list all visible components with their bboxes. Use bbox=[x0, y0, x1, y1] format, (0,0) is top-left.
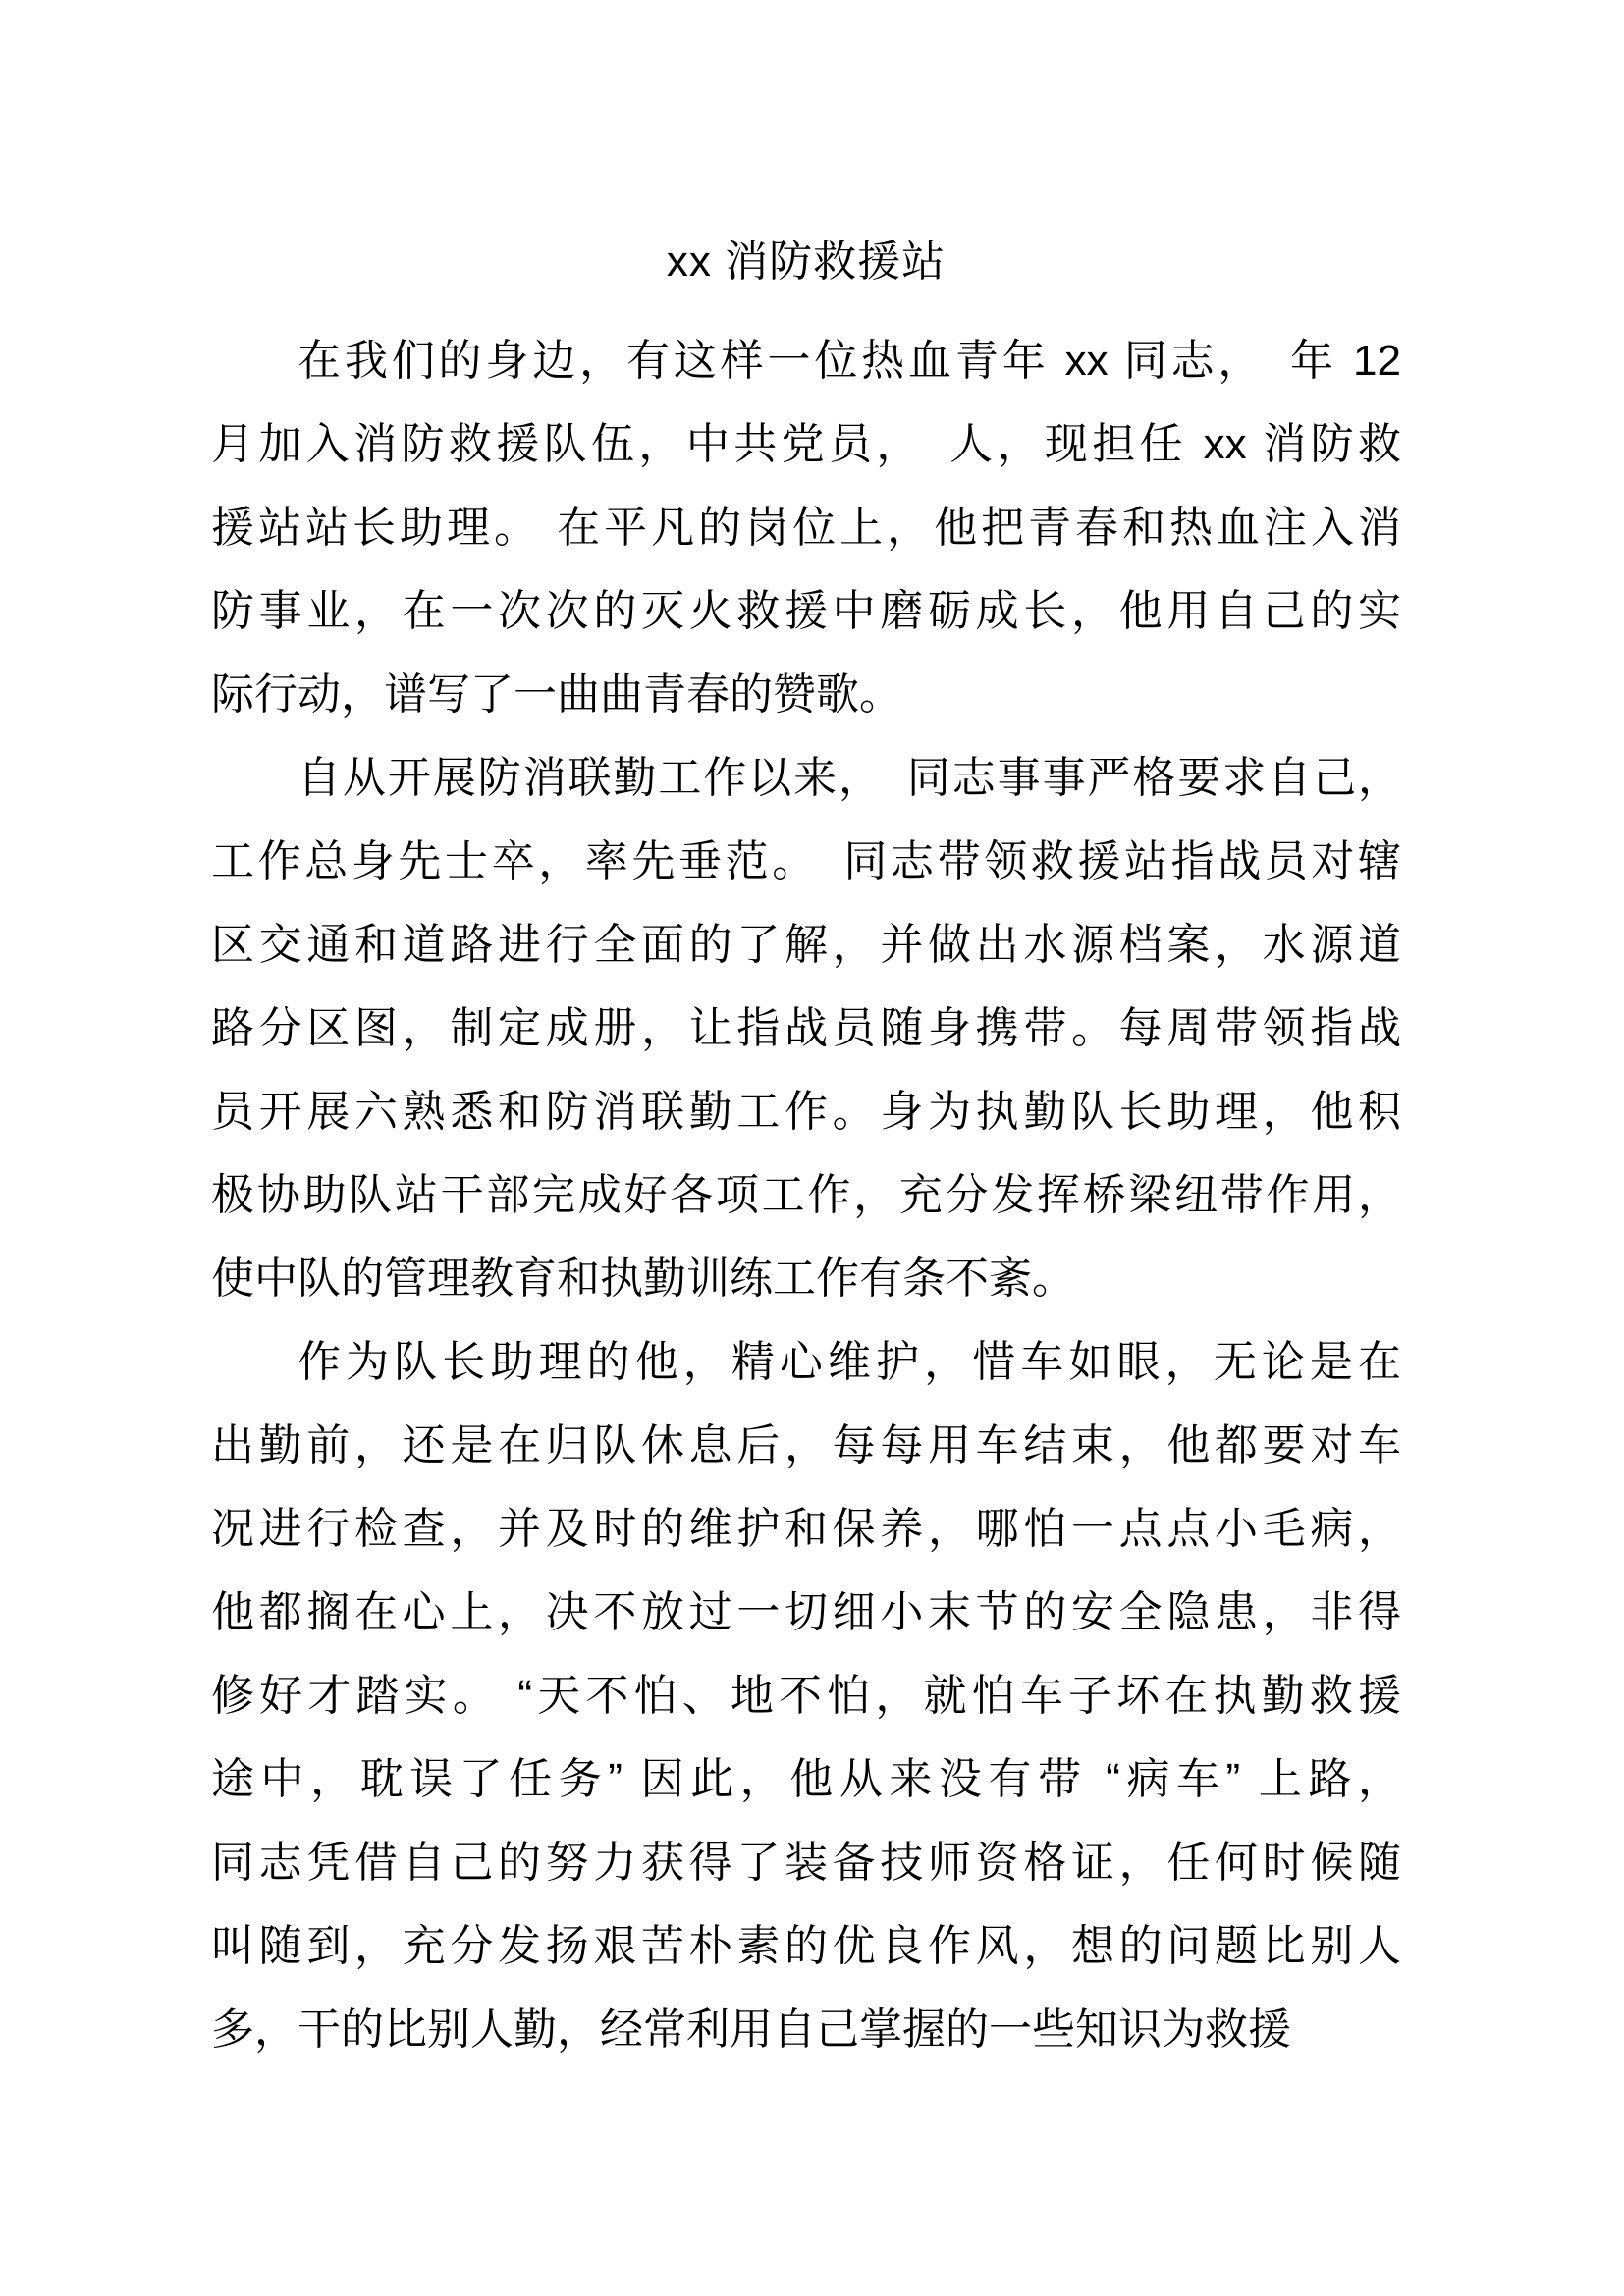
text-line: 际行动，谱写了一曲曲青春的赞歌。 bbox=[211, 670, 902, 719]
text-line: 月加入消防救援队伍，中共党员， 人，现担任 xx 消防救 bbox=[211, 420, 1401, 468]
paragraph bbox=[211, 1320, 1401, 2071]
text-line: 工作总身先士卒，率先垂范。 同志带领救援站指战员对辖 bbox=[211, 837, 1401, 885]
text-line: 同志凭借自己的努力获得了装备技师资格证，任何时候随 bbox=[211, 1839, 1401, 1887]
document-body bbox=[211, 319, 1401, 2071]
text-line: 员开展六熟悉和防消联勤工作。身为执勤队长助理，他积 bbox=[211, 1088, 1401, 1136]
text-line: 区交通和道路进行全面的了解，并做出水源档案，水源道 bbox=[211, 921, 1401, 969]
text-line: 他都搁在心上，决不放过一切细小末节的安全隐患，非得 bbox=[211, 1588, 1401, 1636]
text-line: 援站站长助理。 在平凡的岗位上，他把青春和热血注入消 bbox=[211, 504, 1401, 552]
document-content bbox=[211, 220, 1401, 2071]
text-line: 极协助队站干部完成好各项工作，充分发挥桥梁纽带作用， bbox=[211, 1171, 1401, 1219]
document-title: xx 消防救援站 bbox=[666, 238, 947, 286]
text-line: 防事业，在一次次的灭火救援中磨砺成长，他用自己的实 bbox=[211, 587, 1401, 635]
text-line: 路分区图，制定成册，让指战员随身携带。每周带领指战 bbox=[211, 1004, 1401, 1052]
text-line: 修好才踏实。 “天不怕、地不怕，就怕车子坏在执勤救援 bbox=[211, 1672, 1401, 1720]
text-line: 多，干的比别人勤，经常利用自己掌握的一些知识为救援 bbox=[211, 2005, 1291, 2054]
text-line: 叫随到，充分发扬艰苦朴素的优良作风，想的问题比别人 bbox=[211, 1922, 1401, 1970]
paragraph bbox=[211, 319, 1401, 736]
text-line: 在我们的身边，有这样一位热血青年 xx 同志， 年 12 bbox=[298, 337, 1401, 385]
paragraph bbox=[211, 736, 1401, 1320]
text-line: 使中队的管理教育和执勤训练工作有条不紊。 bbox=[211, 1255, 1075, 1303]
text-line: 况进行检查，并及时的维护和保养，哪怕一点点小毛病， bbox=[211, 1505, 1401, 1553]
text-line: 途中，耽误了任务” 因此，他从来没有带 “病车” 上路， bbox=[211, 1755, 1401, 1803]
text-line: 自从开展防消联勤工作以来， 同志事事严格要求自己， bbox=[298, 754, 1401, 802]
text-line: 出勤前，还是在归队休息后，每每用车结束，他都要对车 bbox=[211, 1421, 1401, 1469]
text-line: 作为队长助理的他，精心维护，惜车如眼，无论是在 bbox=[298, 1338, 1401, 1386]
